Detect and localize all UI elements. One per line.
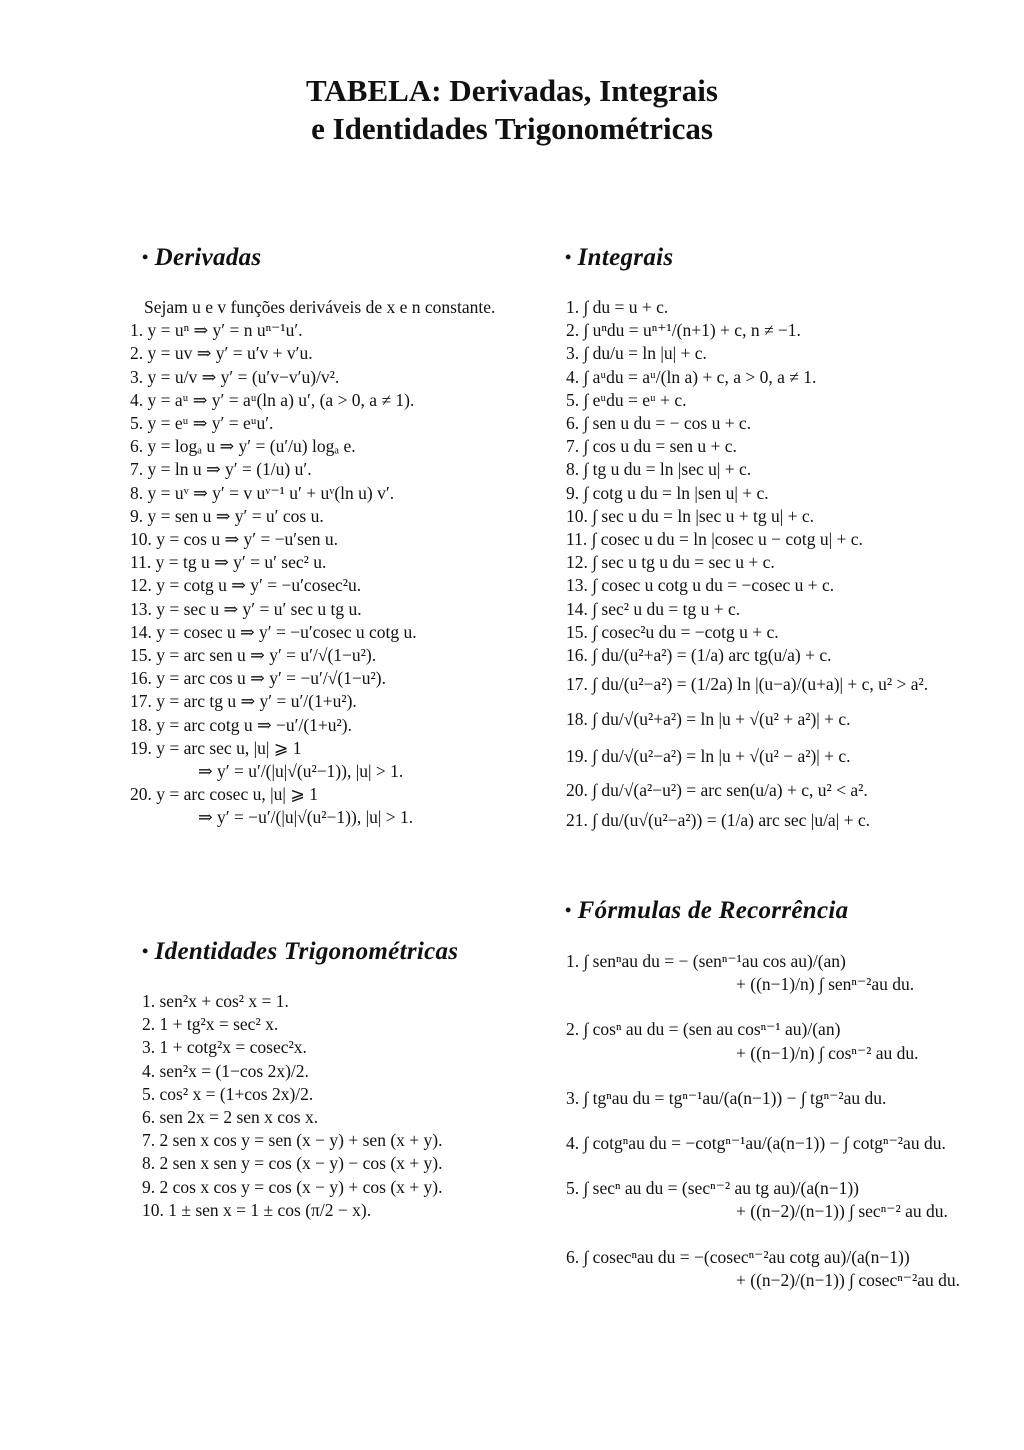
integral-item: 14. ∫ sec² u du = tg u + c. (566, 598, 741, 619)
title-line-1: TABELA: Derivadas, Integrais (306, 73, 718, 108)
recorrencia-line: + ((n−2)/(n−1)) ∫ cosecⁿ⁻²au du. (736, 1269, 960, 1290)
recorrencia-line: + ((n−1)/n) ∫ cosⁿ⁻² au du. (736, 1042, 919, 1063)
identidade-item: 6. sen 2x = 2 sen x cos x. (142, 1107, 319, 1128)
recorrencia-line: 5. ∫ secⁿ au du = (secⁿ⁻² au tg au)/(a(n−1)) (566, 1178, 859, 1199)
derivada-item-continuation: ⇒ y′ = u′/(|u|√(u²−1)), |u| > 1. (198, 761, 404, 782)
recorrencia-item (566, 950, 986, 996)
derivada-item: 15. y = arc sen u ⇒ y′ = u′/√(1−u²). (130, 645, 377, 666)
integral-item: 3. ∫ du/u = ln |u| + c. (566, 343, 707, 364)
identidades-section (142, 990, 542, 1222)
recorrencia-item (566, 1177, 986, 1223)
recorrencia-item (566, 1246, 986, 1292)
identidade-item: 2. 1 + tg²x = sec² x. (142, 1014, 279, 1035)
integral-item: 19. ∫ du/√(u²−a²) = ln |u + √(u² − a²)| + c. (566, 746, 851, 767)
derivada-item: 12. y = cotg u ⇒ y′ = −u′cosec²u. (130, 575, 362, 596)
identidade-item: 8. 2 sen x sen y = cos (x − y) − cos (x + y). (142, 1153, 443, 1174)
integral-item: 5. ∫ eᵘdu = eᵘ + c. (566, 389, 687, 410)
integral-item: 18. ∫ du/√(u²+a²) = ln |u + √(u² + a²)| + c. (566, 709, 851, 730)
derivadas-section (124, 296, 534, 830)
document-title (0, 72, 1024, 148)
identidade-item: 10. 1 ± sen x = 1 ± cos (π/2 − x). (142, 1199, 372, 1220)
identidade-item: 5. cos² x = (1+cos 2x)/2. (142, 1083, 314, 1104)
derivada-item: 18. y = arc cotg u ⇒ −u′/(1+u²). (130, 714, 352, 735)
derivada-item: 7. y = ln u ⇒ y′ = (1/u) u′. (130, 459, 312, 480)
derivada-item: 19. y = arc sec u, |u| ⩾ 1 (130, 737, 302, 758)
derivada-item: 11. y = tg u ⇒ y′ = u′ sec² u. (130, 552, 327, 573)
integral-item: 4. ∫ aᵘdu = aᵘ/(ln a) + c, a > 0, a ≠ 1. (566, 366, 817, 387)
derivada-item: 20. y = arc cosec u, |u| ⩾ 1 (130, 784, 319, 805)
derivada-item: 9. y = sen u ⇒ y′ = u′ cos u. (130, 505, 324, 526)
derivada-item: 1. y = uⁿ ⇒ y′ = n uⁿ⁻¹u′. (130, 320, 303, 341)
integral-item: 12. ∫ sec u tg u du = sec u + c. (566, 552, 775, 573)
integral-item: 15. ∫ cosec²u du = −cotg u + c. (566, 621, 779, 642)
integrais-heading: • Integrais (565, 244, 674, 271)
recorrencia-item (566, 1018, 986, 1064)
integral-item: 9. ∫ cotg u du = ln |sen u| + c. (566, 482, 769, 503)
bullet-icon: • (565, 900, 572, 920)
recorrencia-item (566, 1087, 986, 1110)
derivada-item: 17. y = arc tg u ⇒ y′ = u′/(1+u²). (130, 691, 357, 712)
derivada-item: 10. y = cos u ⇒ y′ = −u′sen u. (130, 529, 338, 550)
identidade-item: 7. 2 sen x cos y = sen (x − y) + sen (x + y). (142, 1130, 443, 1151)
recorrencia-section (566, 950, 986, 1314)
derivada-item: 16. y = arc cos u ⇒ y′ = −u′/√(1−u²). (130, 668, 386, 689)
integral-item: 7. ∫ cos u du = sen u + c. (566, 436, 737, 457)
title-line-2: e Identidades Trigonométricas (311, 111, 713, 146)
derivada-item: 3. y = u/v ⇒ y′ = (u′v−v′u)/v². (130, 366, 340, 387)
bullet-icon: • (142, 941, 149, 961)
derivada-item: 13. y = sec u ⇒ y′ = u′ sec u tg u. (130, 598, 362, 619)
integrais-section (566, 296, 986, 835)
recorrencia-line: + ((n−1)/n) ∫ senⁿ⁻²au du. (736, 974, 915, 995)
integral-item: 10. ∫ sec u du = ln |sec u + tg u| + c. (566, 505, 814, 526)
recorrencia-line: 2. ∫ cosⁿ au du = (sen au cosⁿ⁻¹ au)/(an) (566, 1019, 841, 1040)
integral-item: 21. ∫ du/(u√(u²−a²)) = (1/a) arc sec |u/a| + c. (566, 810, 870, 831)
recorrencia-line: + ((n−2)/(n−1)) ∫ secⁿ⁻² au du. (736, 1201, 948, 1222)
recorrencia-line: 4. ∫ cotgⁿau du = −cotgⁿ⁻¹au/(a(n−1)) − ∫ cotgⁿ⁻²au du. (566, 1133, 946, 1154)
derivada-item: 8. y = uᵛ ⇒ y′ = v uᵛ⁻¹ u′ + uᵛ(ln u) v′. (130, 482, 395, 503)
derivada-item: 6. y = logₐ u ⇒ y′ = (u′/u) logₐ e. (130, 436, 356, 457)
recorrencia-line: 6. ∫ cosecⁿau du = −(cosecⁿ⁻²au cotg au)/(a(n−1)) (566, 1246, 910, 1267)
derivada-item: 14. y = cosec u ⇒ y′ = −u′cosec u cotg u. (130, 621, 417, 642)
derivadas-heading: • Derivadas (142, 244, 262, 271)
integral-item: 11. ∫ cosec u du = ln |cosec u − cotg u| + c. (566, 529, 863, 550)
derivada-item: 5. y = eᵘ ⇒ y′ = eᵘu′. (130, 413, 274, 434)
identidade-item: 3. 1 + cotg²x = cosec²x. (142, 1037, 307, 1058)
recorrencia-item (566, 1132, 986, 1155)
derivadas-intro: Sejam u e v funções deriváveis de x e n constante. (144, 297, 496, 317)
integral-item: 13. ∫ cosec u cotg u du = −cosec u + c. (566, 575, 835, 596)
integral-item: 16. ∫ du/(u²+a²) = (1/a) arc tg(u/a) + c. (566, 645, 832, 666)
identidade-item: 1. sen²x + cos² x = 1. (142, 991, 289, 1011)
integral-item: 1. ∫ du = u + c. (566, 297, 669, 317)
identidade-item: 9. 2 cos x cos y = cos (x − y) + cos (x + y). (142, 1176, 443, 1197)
recorrencia-line: 1. ∫ senⁿau du = − (senⁿ⁻¹au cos au)/(an) (566, 951, 846, 971)
recorrencia-line: 3. ∫ tgⁿau du = tgⁿ⁻¹au/(a(n−1)) − ∫ tgⁿ⁻²au du. (566, 1087, 887, 1108)
integral-item: 2. ∫ uⁿdu = uⁿ⁺¹/(n+1) + c, n ≠ −1. (566, 320, 801, 341)
integral-item: 17. ∫ du/(u²−a²) = (1/2a) ln |(u−a)/(u+a)| + c, u² > a². (566, 674, 929, 695)
identidades-heading: • Identidades Trigonométricas (142, 938, 459, 965)
integral-item: 8. ∫ tg u du = ln |sec u| + c. (566, 459, 752, 480)
derivada-item: 2. y = uv ⇒ y′ = u′v + v′u. (130, 343, 313, 364)
bullet-icon: • (142, 247, 149, 267)
derivada-item: 4. y = aᵘ ⇒ y′ = aᵘ(ln a) u′, (a > 0, a ≠ 1). (130, 389, 415, 410)
integral-item: 6. ∫ sen u du = − cos u + c. (566, 413, 752, 434)
integral-item: 20. ∫ du/√(a²−u²) = arc sen(u/a) + c, u² < a². (566, 780, 868, 801)
bullet-icon: • (565, 247, 572, 267)
recorrencia-heading: • Fórmulas de Recorrência (565, 897, 849, 924)
derivada-item-continuation: ⇒ y′ = −u′/(|u|√(u²−1)), |u| > 1. (198, 807, 414, 828)
identidade-item: 4. sen²x = (1−cos 2x)/2. (142, 1060, 309, 1081)
